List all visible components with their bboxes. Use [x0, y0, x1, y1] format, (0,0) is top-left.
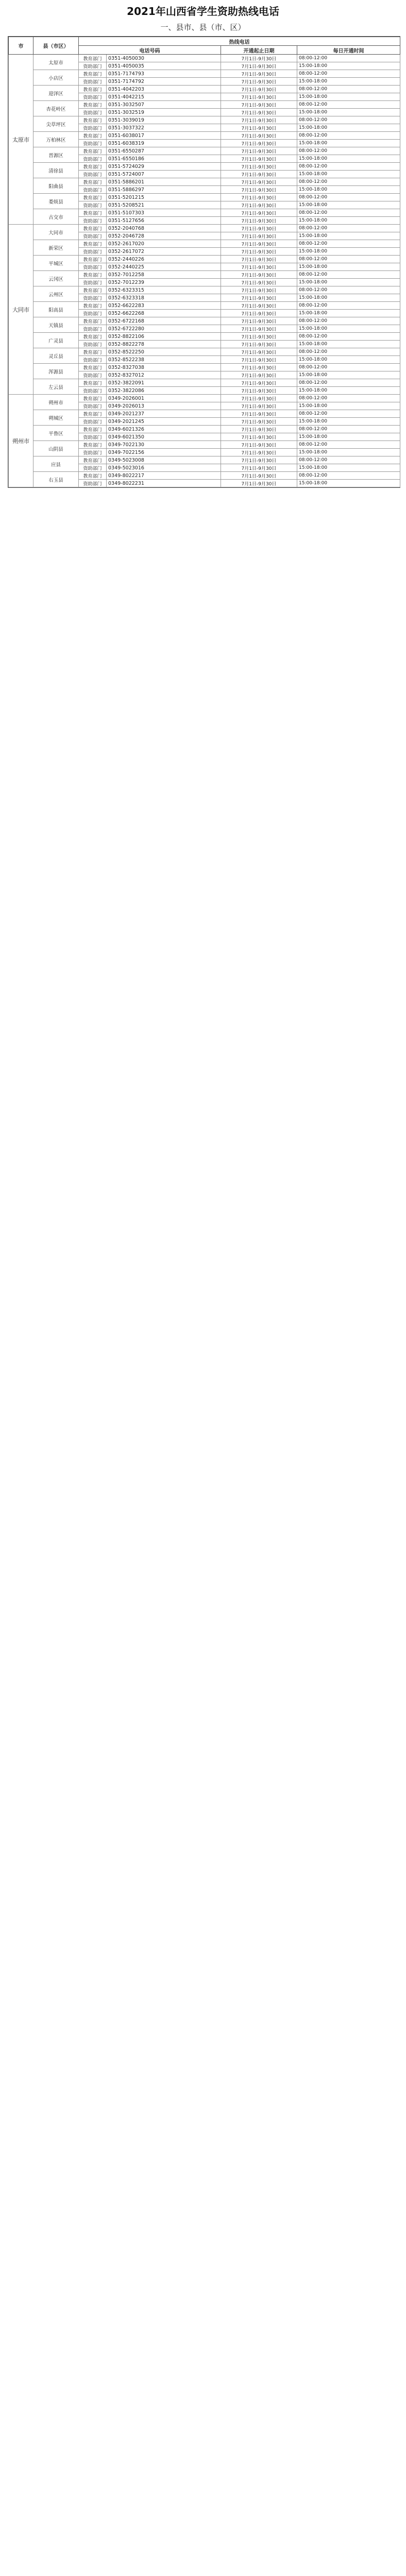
phone-cell: 0352-6622268 [107, 310, 221, 317]
phone-cell: 0351-7174793 [107, 70, 221, 78]
hours-cell: 15:00-18:00 [297, 263, 400, 271]
phone-cell: 0351-5886297 [107, 186, 221, 194]
dates-cell: 7月1日-9月30日 [221, 286, 297, 294]
dates-cell: 7月1日-9月30日 [221, 78, 297, 86]
line-type-cell: 教育部门 [79, 441, 107, 449]
line-type-cell: 资助部门 [79, 186, 107, 194]
line-type-cell: 教育部门 [79, 86, 107, 93]
county-cell: 朔州市 [33, 395, 79, 410]
dates-cell: 7月1日-9月30日 [221, 171, 297, 178]
line-type-cell: 资助部门 [79, 279, 107, 286]
phone-cell: 0349-2026013 [107, 402, 221, 410]
phone-cell: 0352-7012239 [107, 279, 221, 286]
hours-cell: 08:00-12:00 [297, 163, 400, 171]
hours-cell: 08:00-12:00 [297, 116, 400, 124]
dates-cell: 7月1日-9月30日 [221, 418, 297, 426]
county-cell: 大同市 [33, 225, 79, 240]
dates-cell: 7月1日-9月30日 [221, 201, 297, 209]
phone-cell: 0349-7022156 [107, 449, 221, 456]
table-row [9, 379, 400, 387]
line-type-cell: 资助部门 [79, 325, 107, 333]
table-row [9, 302, 400, 310]
hours-cell: 08:00-12:00 [297, 86, 400, 93]
line-type-cell: 资助部门 [79, 356, 107, 364]
header-hours: 每日开通时间 [297, 46, 400, 55]
line-type-cell: 资助部门 [79, 171, 107, 178]
dates-cell: 7月1日-9月30日 [221, 395, 297, 402]
phone-cell: 0351-7174792 [107, 78, 221, 86]
table-row [9, 240, 400, 248]
hours-cell: 15:00-18:00 [297, 248, 400, 256]
header-dates: 开通起止日期 [221, 46, 297, 55]
table-row [9, 178, 400, 186]
header-city: 市 [9, 37, 33, 55]
table-row [9, 271, 400, 279]
line-type-cell: 资助部门 [79, 294, 107, 302]
line-type-cell: 资助部门 [79, 232, 107, 240]
phone-cell: 0351-5886201 [107, 178, 221, 186]
table-row [9, 441, 400, 449]
phone-cell: 0349-6021350 [107, 433, 221, 441]
line-type-cell: 资助部门 [79, 341, 107, 348]
line-type-cell: 教育部门 [79, 55, 107, 62]
county-cell: 迎泽区 [33, 86, 79, 101]
line-type-cell: 资助部门 [79, 480, 107, 487]
dates-cell: 7月1日-9月30日 [221, 271, 297, 279]
phone-cell: 0352-2440226 [107, 256, 221, 263]
county-cell: 右玉县 [33, 472, 79, 487]
phone-cell: 0351-6550287 [107, 147, 221, 155]
table-body [9, 55, 400, 487]
phone-cell: 0352-8327012 [107, 371, 221, 379]
hours-cell: 15:00-18:00 [297, 402, 400, 410]
table-row [9, 70, 400, 78]
line-type-cell: 资助部门 [79, 263, 107, 271]
hours-cell: 15:00-18:00 [297, 371, 400, 379]
dates-cell: 7月1日-9月30日 [221, 124, 297, 132]
dates-cell: 7月1日-9月30日 [221, 163, 297, 171]
hours-cell: 15:00-18:00 [297, 201, 400, 209]
county-cell: 平鲁区 [33, 426, 79, 441]
dates-cell: 7月1日-9月30日 [221, 225, 297, 232]
phone-cell: 0351-6550186 [107, 155, 221, 163]
dates-cell: 7月1日-9月30日 [221, 449, 297, 456]
line-type-cell: 教育部门 [79, 379, 107, 387]
dates-cell: 7月1日-9月30日 [221, 456, 297, 464]
county-cell: 广灵县 [33, 333, 79, 348]
hours-cell: 08:00-12:00 [297, 194, 400, 201]
table-row [9, 410, 400, 418]
dates-cell: 7月1日-9月30日 [221, 70, 297, 78]
table-row [9, 364, 400, 371]
dates-cell: 7月1日-9月30日 [221, 387, 297, 395]
phone-cell: 0351-5127656 [107, 217, 221, 225]
dates-cell: 7月1日-9月30日 [221, 55, 297, 62]
county-cell: 灵丘县 [33, 348, 79, 364]
city-cell: 朔州市 [9, 395, 33, 487]
phone-cell: 0352-8522238 [107, 356, 221, 364]
dates-cell: 7月1日-9月30日 [221, 263, 297, 271]
hours-cell: 08:00-12:00 [297, 147, 400, 155]
dates-cell: 7月1日-9月30日 [221, 186, 297, 194]
dates-cell: 7月1日-9月30日 [221, 279, 297, 286]
hours-cell: 15:00-18:00 [297, 449, 400, 456]
phone-cell: 0351-5208521 [107, 201, 221, 209]
phone-cell: 0352-2440225 [107, 263, 221, 271]
header-hotline-group: 热线电话 [79, 37, 400, 46]
county-cell: 云冈区 [33, 271, 79, 286]
phone-cell: 0352-8822106 [107, 333, 221, 341]
line-type-cell: 资助部门 [79, 464, 107, 472]
hours-cell: 08:00-12:00 [297, 441, 400, 449]
hours-cell: 08:00-12:00 [297, 256, 400, 263]
hotline-table [8, 37, 400, 487]
dates-cell: 7月1日-9月30日 [221, 101, 297, 109]
dates-cell: 7月1日-9月30日 [221, 333, 297, 341]
hours-cell: 08:00-12:00 [297, 426, 400, 433]
hours-cell: 15:00-18:00 [297, 171, 400, 178]
line-type-cell: 教育部门 [79, 163, 107, 171]
dates-cell: 7月1日-9月30日 [221, 147, 297, 155]
phone-cell: 0351-4050030 [107, 55, 221, 62]
dates-cell: 7月1日-9月30日 [221, 93, 297, 101]
dates-cell: 7月1日-9月30日 [221, 248, 297, 256]
table-row [9, 86, 400, 93]
phone-cell: 0352-8327038 [107, 364, 221, 371]
dates-cell: 7月1日-9月30日 [221, 232, 297, 240]
hours-cell: 08:00-12:00 [297, 286, 400, 294]
dates-cell: 7月1日-9月30日 [221, 402, 297, 410]
hours-cell: 15:00-18:00 [297, 109, 400, 116]
hours-cell: 08:00-12:00 [297, 225, 400, 232]
dates-cell: 7月1日-9月30日 [221, 155, 297, 163]
phone-cell: 0351-5724029 [107, 163, 221, 171]
dates-cell: 7月1日-9月30日 [221, 441, 297, 449]
line-type-cell: 教育部门 [79, 364, 107, 371]
phone-cell: 0349-5023008 [107, 456, 221, 464]
line-type-cell: 资助部门 [79, 140, 107, 147]
hours-cell: 08:00-12:00 [297, 364, 400, 371]
dates-cell: 7月1日-9月30日 [221, 178, 297, 186]
county-cell: 阳曲县 [33, 178, 79, 194]
document-subtitle: 一、县市、县（市、区） [160, 23, 246, 32]
dates-cell: 7月1日-9月30日 [221, 109, 297, 116]
county-cell: 小店区 [33, 70, 79, 86]
table-row [9, 333, 400, 341]
phone-cell: 0351-4050035 [107, 62, 221, 70]
phone-cell: 0352-6722168 [107, 317, 221, 325]
dates-cell: 7月1日-9月30日 [221, 364, 297, 371]
line-type-cell: 资助部门 [79, 62, 107, 70]
phone-cell: 0349-5023016 [107, 464, 221, 472]
county-cell: 山阴县 [33, 441, 79, 456]
county-cell: 朔城区 [33, 410, 79, 426]
line-type-cell: 资助部门 [79, 449, 107, 456]
table-row [9, 116, 400, 124]
hours-cell: 08:00-12:00 [297, 209, 400, 217]
hours-cell: 08:00-12:00 [297, 178, 400, 186]
hours-cell: 15:00-18:00 [297, 356, 400, 364]
line-type-cell: 教育部门 [79, 286, 107, 294]
dates-cell: 7月1日-9月30日 [221, 433, 297, 441]
phone-cell: 0351-5201215 [107, 194, 221, 201]
county-cell: 清徐县 [33, 163, 79, 178]
phone-cell: 0349-8022217 [107, 472, 221, 480]
phone-cell: 0352-3822091 [107, 379, 221, 387]
table-row [9, 194, 400, 201]
city-cell: 太原市 [9, 55, 33, 225]
hours-cell: 15:00-18:00 [297, 186, 400, 194]
line-type-cell: 教育部门 [79, 178, 107, 186]
hours-cell: 08:00-12:00 [297, 348, 400, 356]
dates-cell: 7月1日-9月30日 [221, 132, 297, 140]
line-type-cell: 教育部门 [79, 209, 107, 217]
phone-cell: 0349-2021237 [107, 410, 221, 418]
line-type-cell: 资助部门 [79, 418, 107, 426]
hours-cell: 15:00-18:00 [297, 325, 400, 333]
table-row [9, 348, 400, 356]
dates-cell: 7月1日-9月30日 [221, 140, 297, 147]
header-phone: 电话号码 [79, 46, 221, 55]
dates-cell: 7月1日-9月30日 [221, 317, 297, 325]
dates-cell: 7月1日-9月30日 [221, 371, 297, 379]
city-cell: 大同市 [9, 225, 33, 395]
table-row [9, 209, 400, 217]
table-row [9, 317, 400, 325]
hours-cell: 08:00-12:00 [297, 472, 400, 480]
county-cell: 云州区 [33, 286, 79, 302]
hours-cell: 08:00-12:00 [297, 333, 400, 341]
phone-cell: 0352-2617072 [107, 248, 221, 256]
phone-cell: 0351-4042203 [107, 86, 221, 93]
table-row [9, 147, 400, 155]
dates-cell: 7月1日-9月30日 [221, 472, 297, 480]
county-cell: 天镇县 [33, 317, 79, 333]
hours-cell: 15:00-18:00 [297, 124, 400, 132]
line-type-cell: 资助部门 [79, 402, 107, 410]
hours-cell: 08:00-12:00 [297, 395, 400, 402]
header-county: 县（市区） [33, 37, 79, 55]
phone-cell: 0351-6038319 [107, 140, 221, 147]
dates-cell: 7月1日-9月30日 [221, 379, 297, 387]
hours-cell: 08:00-12:00 [297, 132, 400, 140]
hours-cell: 15:00-18:00 [297, 78, 400, 86]
hours-cell: 08:00-12:00 [297, 70, 400, 78]
county-cell: 娄烦县 [33, 194, 79, 209]
hours-cell: 15:00-18:00 [297, 294, 400, 302]
phone-cell: 0351-5107303 [107, 209, 221, 217]
line-type-cell: 资助部门 [79, 109, 107, 116]
hours-cell: 08:00-12:00 [297, 379, 400, 387]
hours-cell: 15:00-18:00 [297, 387, 400, 395]
line-type-cell: 资助部门 [79, 155, 107, 163]
county-cell: 应县 [33, 456, 79, 472]
phone-cell: 0352-6323315 [107, 286, 221, 294]
table-row [9, 472, 400, 480]
table-row [9, 256, 400, 263]
phone-cell: 0352-8522250 [107, 348, 221, 356]
hours-cell: 15:00-18:00 [297, 232, 400, 240]
hours-cell: 15:00-18:00 [297, 279, 400, 286]
phone-cell: 0351-3032519 [107, 109, 221, 116]
table-row [9, 456, 400, 464]
phone-cell: 0351-5724007 [107, 171, 221, 178]
line-type-cell: 资助部门 [79, 248, 107, 256]
county-cell: 尖草坪区 [33, 116, 79, 132]
table-row [9, 163, 400, 171]
dates-cell: 7月1日-9月30日 [221, 464, 297, 472]
hours-cell: 08:00-12:00 [297, 271, 400, 279]
county-cell: 新荣区 [33, 240, 79, 256]
table-row [9, 426, 400, 433]
line-type-cell: 资助部门 [79, 217, 107, 225]
hours-cell: 15:00-18:00 [297, 418, 400, 426]
dates-cell: 7月1日-9月30日 [221, 209, 297, 217]
phone-cell: 0351-3032507 [107, 101, 221, 109]
phone-cell: 0349-2026001 [107, 395, 221, 402]
phone-cell: 0351-3037322 [107, 124, 221, 132]
dates-cell: 7月1日-9月30日 [221, 410, 297, 418]
line-type-cell: 教育部门 [79, 225, 107, 232]
line-type-cell: 教育部门 [79, 194, 107, 201]
line-type-cell: 资助部门 [79, 433, 107, 441]
line-type-cell: 资助部门 [79, 78, 107, 86]
table-row [9, 55, 400, 62]
document-title: 2021年山西省学生资助热线电话 [127, 5, 279, 18]
dates-cell: 7月1日-9月30日 [221, 302, 297, 310]
table-row [9, 132, 400, 140]
line-type-cell: 教育部门 [79, 317, 107, 325]
dates-cell: 7月1日-9月30日 [221, 194, 297, 201]
county-cell: 左云县 [33, 379, 79, 395]
line-type-cell: 教育部门 [79, 348, 107, 356]
line-type-cell: 教育部门 [79, 456, 107, 464]
hours-cell: 15:00-18:00 [297, 310, 400, 317]
line-type-cell: 教育部门 [79, 70, 107, 78]
line-type-cell: 教育部门 [79, 410, 107, 418]
line-type-cell: 教育部门 [79, 333, 107, 341]
hours-cell: 15:00-18:00 [297, 155, 400, 163]
dates-cell: 7月1日-9月30日 [221, 86, 297, 93]
phone-cell: 0352-2046728 [107, 232, 221, 240]
dates-cell: 7月1日-9月30日 [221, 116, 297, 124]
hotline-table-wrapper [8, 36, 400, 488]
line-type-cell: 教育部门 [79, 132, 107, 140]
hours-cell: 15:00-18:00 [297, 217, 400, 225]
dates-cell: 7月1日-9月30日 [221, 426, 297, 433]
county-cell: 阳高县 [33, 302, 79, 317]
dates-cell: 7月1日-9月30日 [221, 240, 297, 248]
county-cell: 浑源县 [33, 364, 79, 379]
line-type-cell: 教育部门 [79, 271, 107, 279]
table-row [9, 101, 400, 109]
hours-cell: 08:00-12:00 [297, 410, 400, 418]
line-type-cell: 教育部门 [79, 302, 107, 310]
dates-cell: 7月1日-9月30日 [221, 341, 297, 348]
phone-cell: 0352-6323318 [107, 294, 221, 302]
phone-cell: 0352-3822086 [107, 387, 221, 395]
line-type-cell: 教育部门 [79, 426, 107, 433]
line-type-cell: 资助部门 [79, 310, 107, 317]
phone-cell: 0352-8822278 [107, 341, 221, 348]
line-type-cell: 教育部门 [79, 256, 107, 263]
dates-cell: 7月1日-9月30日 [221, 256, 297, 263]
phone-cell: 0352-7012258 [107, 271, 221, 279]
hours-cell: 15:00-18:00 [297, 62, 400, 70]
phone-cell: 0349-6021326 [107, 426, 221, 433]
dates-cell: 7月1日-9月30日 [221, 62, 297, 70]
line-type-cell: 教育部门 [79, 101, 107, 109]
county-cell: 古交市 [33, 209, 79, 225]
dates-cell: 7月1日-9月30日 [221, 348, 297, 356]
line-type-cell: 教育部门 [79, 147, 107, 155]
phone-cell: 0352-6722280 [107, 325, 221, 333]
county-cell: 平城区 [33, 256, 79, 271]
table-row [9, 395, 400, 402]
line-type-cell: 教育部门 [79, 395, 107, 402]
county-cell: 杏花岭区 [33, 101, 79, 116]
hours-cell: 08:00-12:00 [297, 317, 400, 325]
hours-cell: 15:00-18:00 [297, 341, 400, 348]
line-type-cell: 教育部门 [79, 472, 107, 480]
hours-cell: 15:00-18:00 [297, 140, 400, 147]
phone-cell: 0351-4042215 [107, 93, 221, 101]
line-type-cell: 教育部门 [79, 240, 107, 248]
phone-cell: 0349-2021245 [107, 418, 221, 426]
hours-cell: 15:00-18:00 [297, 480, 400, 487]
table-row [9, 225, 400, 232]
dates-cell: 7月1日-9月30日 [221, 480, 297, 487]
hours-cell: 08:00-12:00 [297, 302, 400, 310]
line-type-cell: 资助部门 [79, 124, 107, 132]
dates-cell: 7月1日-9月30日 [221, 217, 297, 225]
phone-cell: 0349-8022231 [107, 480, 221, 487]
hours-cell: 08:00-12:00 [297, 240, 400, 248]
hours-cell: 15:00-18:00 [297, 93, 400, 101]
hours-cell: 08:00-12:00 [297, 456, 400, 464]
phone-cell: 0352-2040768 [107, 225, 221, 232]
county-cell: 晋源区 [33, 147, 79, 163]
dates-cell: 7月1日-9月30日 [221, 325, 297, 333]
phone-cell: 0352-6622283 [107, 302, 221, 310]
hours-cell: 08:00-12:00 [297, 55, 400, 62]
line-type-cell: 教育部门 [79, 116, 107, 124]
dates-cell: 7月1日-9月30日 [221, 310, 297, 317]
line-type-cell: 资助部门 [79, 93, 107, 101]
county-cell: 万柏林区 [33, 132, 79, 147]
dates-cell: 7月1日-9月30日 [221, 294, 297, 302]
phone-cell: 0349-7022130 [107, 441, 221, 449]
table-header [9, 37, 400, 55]
phone-cell: 0351-3039019 [107, 116, 221, 124]
dates-cell: 7月1日-9月30日 [221, 356, 297, 364]
hours-cell: 15:00-18:00 [297, 464, 400, 472]
hours-cell: 08:00-12:00 [297, 101, 400, 109]
county-cell: 太原市 [33, 55, 79, 70]
line-type-cell: 资助部门 [79, 371, 107, 379]
phone-cell: 0352-2617020 [107, 240, 221, 248]
table-row [9, 286, 400, 294]
line-type-cell: 资助部门 [79, 387, 107, 395]
line-type-cell: 资助部门 [79, 201, 107, 209]
phone-cell: 0351-6038017 [107, 132, 221, 140]
hours-cell: 15:00-18:00 [297, 433, 400, 441]
